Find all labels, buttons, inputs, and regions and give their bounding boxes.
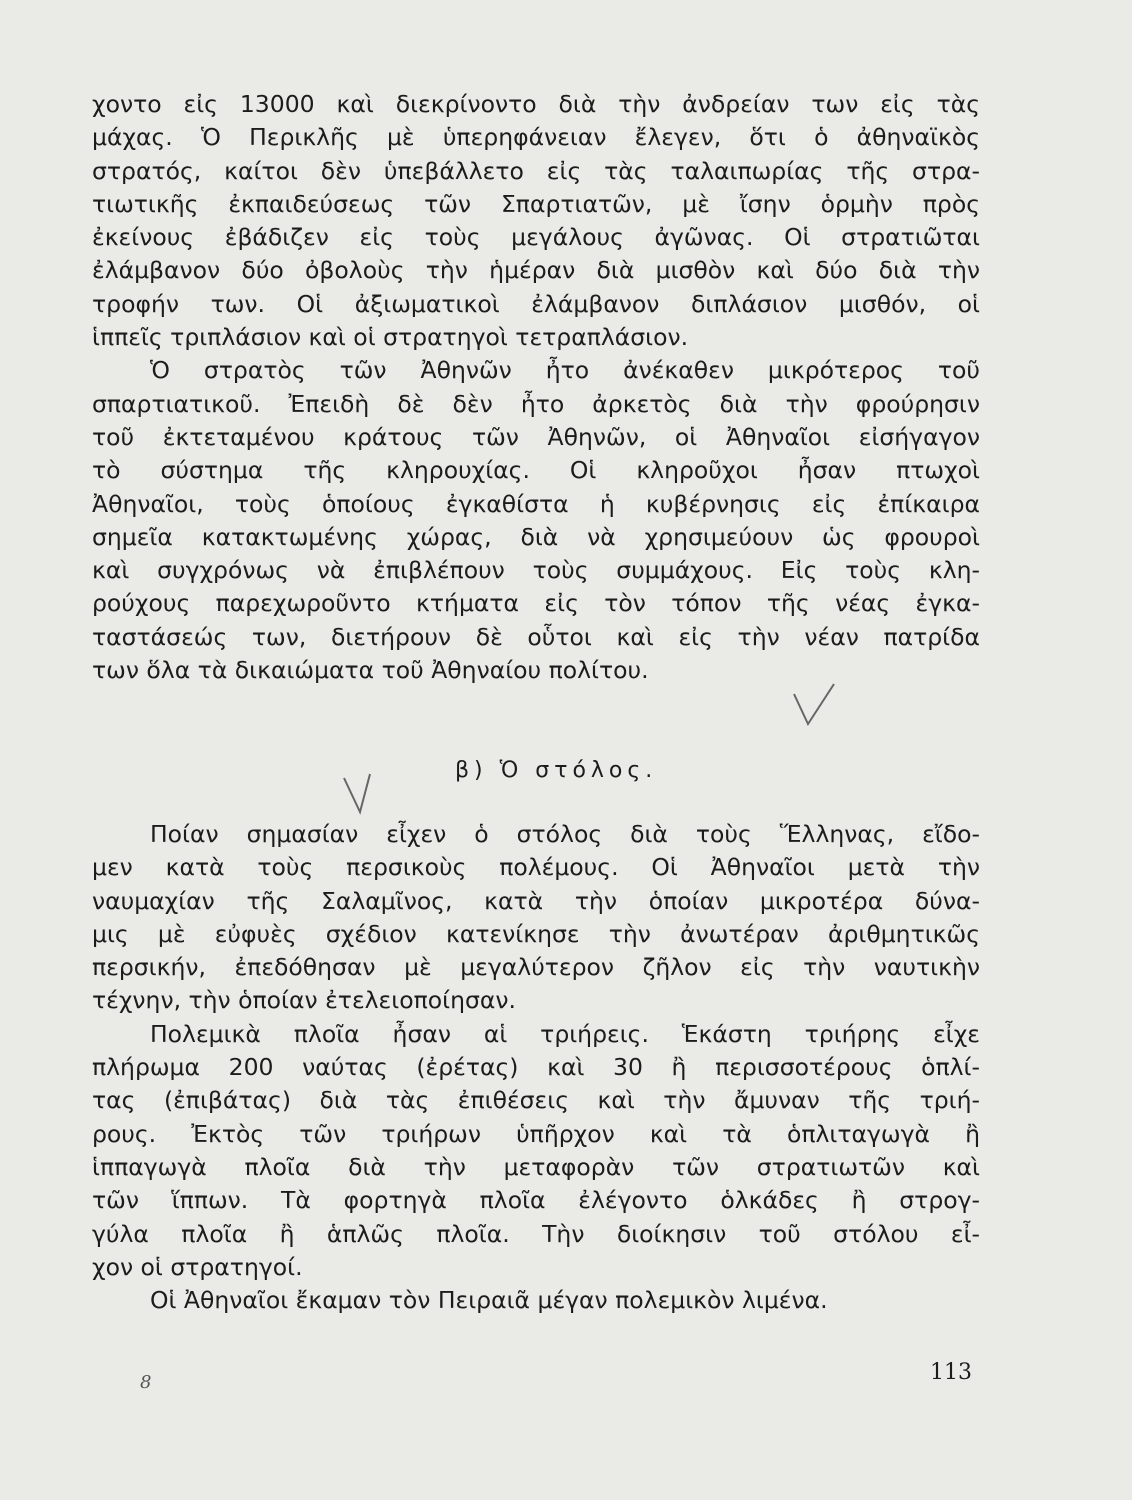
text-line: τοῦ ἐκτεταμένου κράτους τῶν Ἀθηνῶν, οἱ Ἀθηναῖοι εἰσήγαγον — [92, 422, 980, 451]
text-line: τας (ἐπιβάτας) διὰ τὰς ἐπιθέσεις καὶ τὴν ἄμυναν τῆς τριή- — [92, 1086, 980, 1115]
text-line: περσικήν, ἐπεδόθησαν μὲ μεγαλύτερον ζῆλον εἰς τὴν ναυτικὴν — [92, 953, 980, 982]
text-line: μεν κατὰ τοὺς περσικοὺς πολέμους. Οἱ Ἀθηναῖοι μετὰ τὴν — [92, 853, 980, 882]
text-line: ρούχους παρεχωροῦντο κτήματα εἰς τὸν τόπον τῆς νέας ἐγκα- — [92, 589, 980, 618]
text-line: των ὅλα τὰ δικαιώματα τοῦ Ἀθηναίου πολίτου. — [92, 656, 649, 685]
signature-mark: 8 — [140, 1372, 152, 1393]
section-heading: β) Ὁ στόλος. — [455, 758, 658, 783]
text-line: τῶν ἵππων. Τὰ φορτηγὰ πλοῖα ἐλέγοντο ὁλκάδες ἢ στρογ- — [92, 1186, 980, 1215]
text-line: Ποίαν σημασίαν εἶχεν ὁ στόλος διὰ τοὺς Ἕλληνας, εἴδο- — [150, 820, 980, 848]
text-line: μις μὲ εὐφυὲς σχέδιον κατενίκησε τὴν ἀνωτέραν ἀριθμητικῶς — [92, 919, 980, 948]
text-line: Πολεμικὰ πλοῖα ἦσαν αἱ τριήρεις. Ἑκάστη τριήρης εἶχε — [150, 1019, 980, 1048]
text-line: ἱππαγωγὰ πλοῖα διὰ τὴν μεταφορὰν τῶν στρατιωτῶν καὶ — [92, 1152, 980, 1181]
main-text-block-1 — [92, 88, 980, 687]
text-line: μάχας. Ὁ Περικλῆς μὲ ὑπερηφάνειαν ἔλεγεν, ὅτι ὁ ἀθηναϊκὸς — [92, 123, 980, 152]
main-text-block-2 — [92, 818, 980, 1317]
text-line: Ἀθηναῖοι, τοὺς ὁποίους ἐγκαθίστα ἡ κυβέρνησις εἰς ἐπίκαιρα — [92, 489, 980, 518]
text-line: χον οἱ στρατηγοί. — [92, 1252, 303, 1281]
text-line: Οἱ Ἀθηναῖοι ἔκαμαν τὸν Πειραιᾶ μέγαν πολεμικὸν λιμένα. — [150, 1286, 828, 1315]
text-line: πλήρωμα 200 ναύτας (ἐρέτας) καὶ 30 ἢ περισσοτέρους ὁπλί- — [92, 1053, 980, 1082]
page-number: 113 — [930, 1360, 972, 1385]
text-line: σπαρτιατικοῦ. Ἐπειδὴ δὲ δὲν ἦτο ἀρκετὸς διὰ τὴν φρούρησιν — [92, 389, 980, 418]
text-line: ταστάσεώς των, διετήρουν δὲ οὗτοι καὶ εἰς τὴν νέαν πατρίδα — [92, 622, 980, 651]
text-line: καὶ συγχρόνως νὰ ἐπιβλέπουν τοὺς συμμάχους. Εἰς τοὺς κλη- — [92, 556, 980, 585]
text-line: Ὁ στρατὸς τῶν Ἀθηνῶν ἦτο ἀνέκαθεν μικρότερος τοῦ — [150, 356, 980, 385]
text-line: ἐκείνους ἐβάδιζεν εἰς τοὺς μεγάλους ἀγῶνας. Οἱ στρατιῶται — [92, 223, 980, 252]
text-line: τὸ σύστημα τῆς κληρουχίας. Οἱ κληροῦχοι ἦσαν πτωχοὶ — [92, 456, 980, 485]
text-line: τιωτικῆς ἐκπαιδεύσεως τῶν Σπαρτιατῶν, μὲ ἴσην ὁρμὴν πρὸς — [92, 189, 980, 218]
handwritten-check-mark — [340, 768, 390, 818]
text-line: τέχνην, τὴν ὁποίαν ἐτελειοποίησαν. — [92, 986, 516, 1015]
text-line: τροφήν των. Οἱ ἀξιωματικοὶ ἐλάμβανον διπλάσιον μισθόν, οἱ — [92, 289, 980, 318]
text-line: χοντο εἰς 13000 καὶ διεκρίνοντο διὰ τὴν ἀνδρείαν των εἰς τὰς — [92, 90, 980, 118]
text-line: ἱππεῖς τριπλάσιον καὶ οἱ στρατηγοὶ τετραπλάσιον. — [92, 323, 689, 352]
text-line: στρατός, καίτοι δὲν ὑπεβάλλετο εἰς τὰς ταλαιπωρίας τῆς στρα- — [92, 156, 980, 185]
handwritten-check-mark — [790, 680, 840, 730]
text-line: ναυμαχίαν τῆς Σαλαμῖνος, κατὰ τὴν ὁποίαν μικροτέρα δύνα- — [92, 886, 980, 915]
text-line: σημεῖα κατακτωμένης χώρας, διὰ νὰ χρησιμεύουν ὡς φρουροὶ — [92, 522, 980, 551]
text-line: γύλα πλοῖα ἢ ἁπλῶς πλοῖα. Τὴν διοίκησιν τοῦ στόλου εἶ- — [92, 1219, 980, 1248]
text-line: ἐλάμβανον δύο ὀβολοὺς τὴν ἡμέραν διὰ μισθὸν καὶ δύο διὰ τὴν — [92, 256, 980, 285]
text-line: ρους. Ἐκτὸς τῶν τριήρων ὑπῆρχον καὶ τὰ ὁπλιταγωγὰ ἢ — [92, 1119, 980, 1148]
